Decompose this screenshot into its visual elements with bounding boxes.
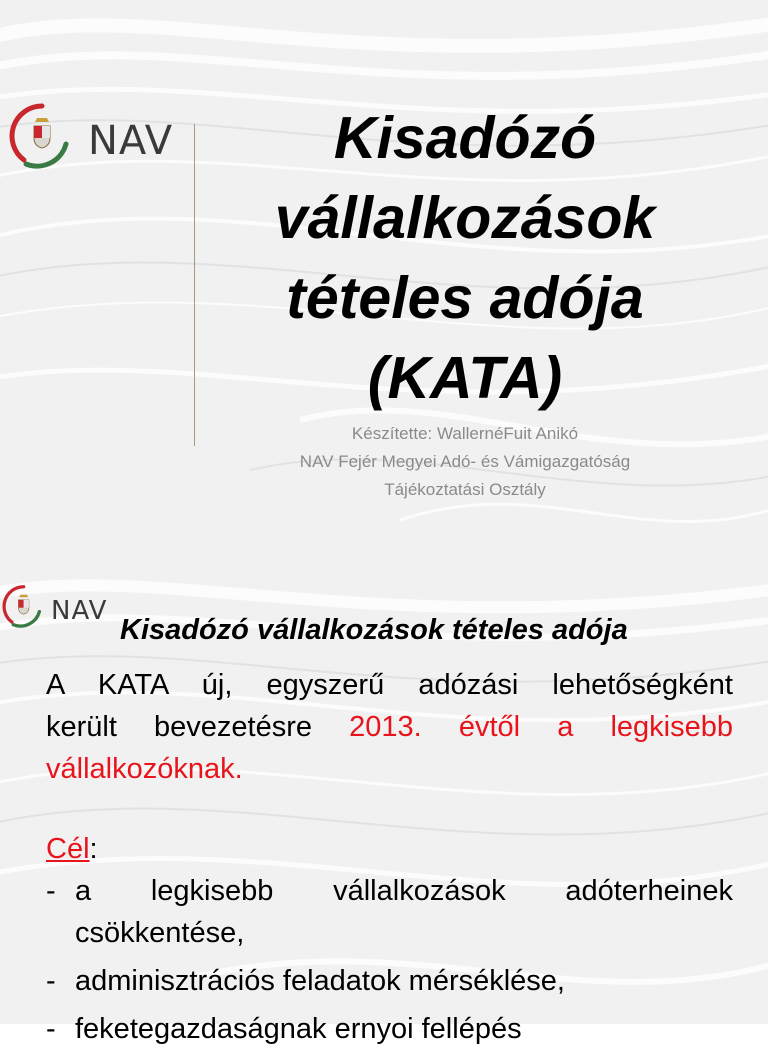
bullet-text: feketegazdaságnak ernyoi fellépés	[75, 1013, 522, 1045]
credit-department: Tájékoztatási Osztály	[384, 480, 546, 499]
nav-logo-text: NAV	[51, 596, 108, 626]
bullet-dash: -	[46, 1013, 56, 1045]
vertical-divider	[194, 124, 195, 446]
hungarian-coat-of-arms-icon	[8, 584, 42, 634]
bullet-text: adminisztrációs feladatok mérséklése,	[75, 965, 565, 997]
highlight-text: vállalkozóknak.	[46, 753, 243, 785]
goal-colon: :	[89, 833, 98, 865]
content-slide	[0, 576, 768, 1045]
slide-title	[200, 98, 730, 418]
bullet-item	[46, 960, 733, 1002]
hungarian-coat-of-arms-icon	[18, 102, 70, 178]
bullet-item	[46, 1008, 733, 1050]
bullet-text: a legkisebb vállalkozások adóterheinek	[75, 875, 733, 907]
title-line: Kisadózó	[333, 105, 597, 171]
title-line: vállalkozások	[274, 185, 656, 251]
bullet-text: csökkentése,	[75, 917, 245, 949]
intro-paragraph	[46, 664, 733, 790]
intro-text: került bevezetésre	[46, 711, 350, 743]
author-credits	[200, 420, 730, 504]
credit-author: Készítette: WallernéFuit Anikó	[351, 424, 579, 443]
credit-organization: NAV Fejér Megyei Adó- és Vámigazgatóság	[299, 452, 631, 471]
slide-body	[46, 664, 733, 1050]
slide-title: Kisadózó vállalkozások tételes adója	[120, 614, 628, 646]
goal-heading	[46, 828, 733, 870]
nav-logo	[18, 102, 178, 178]
bullet-item	[46, 870, 733, 954]
title-line: tételes adója	[286, 265, 644, 331]
intro-line: A KATA új, egyszerű adózási lehetőségként	[46, 669, 733, 701]
goal-label: Cél	[46, 833, 90, 865]
highlight-text: 2013. évtől a legkisebb	[349, 711, 734, 743]
nav-logo	[8, 584, 118, 636]
bullet-dash: -	[46, 965, 56, 997]
title-line: (KATA)	[367, 345, 563, 411]
bullet-dash: -	[46, 875, 56, 907]
nav-logo-text: NAV	[88, 118, 174, 164]
intro-line	[46, 706, 733, 748]
